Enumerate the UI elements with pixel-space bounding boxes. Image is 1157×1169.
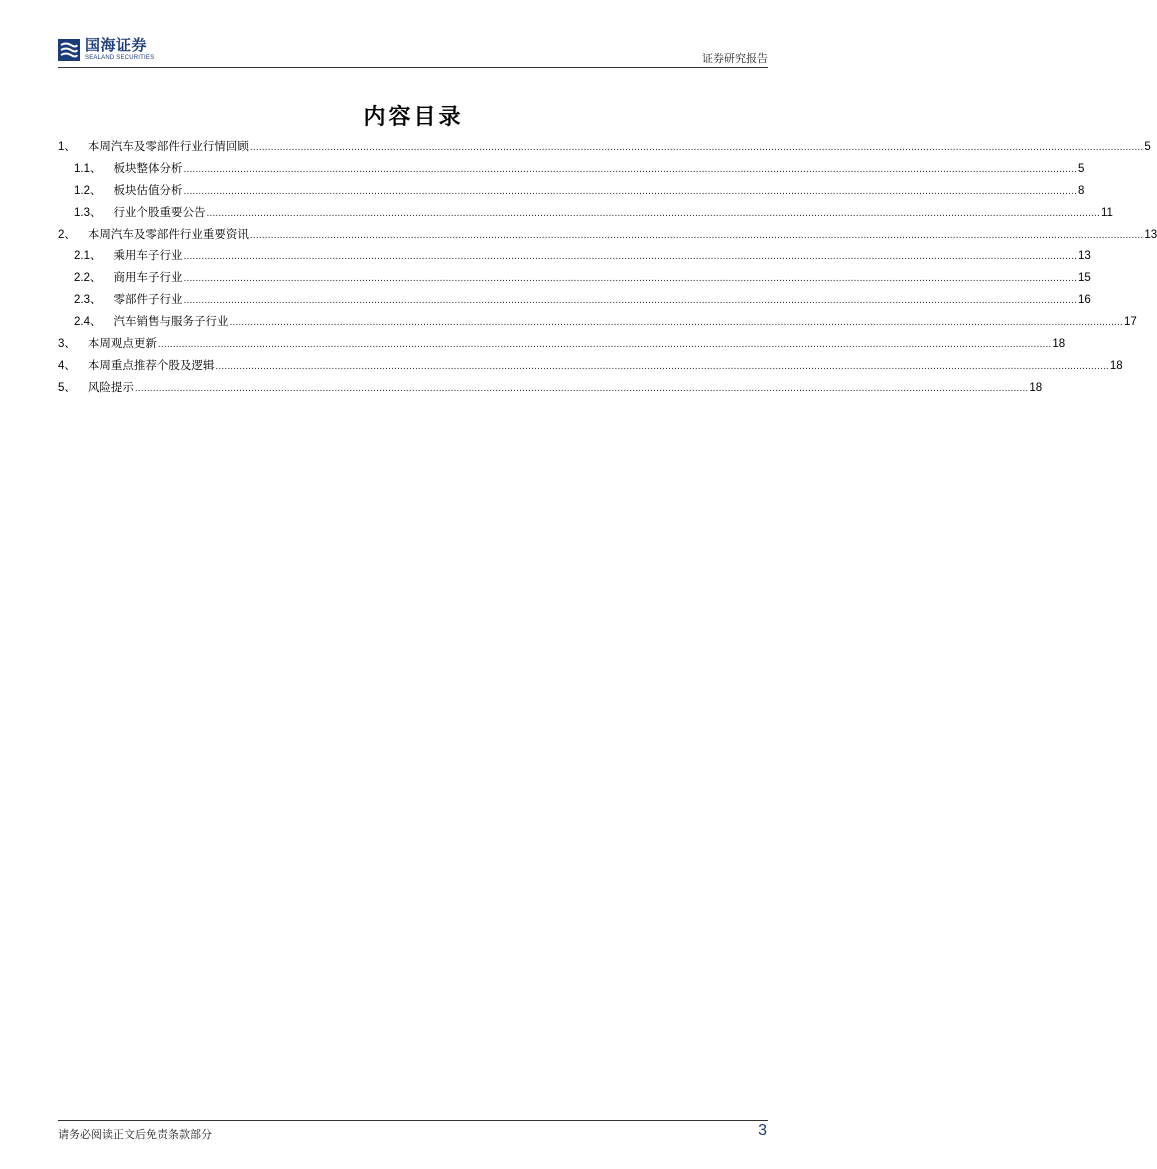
toc-entry-label: 本周汽车及零部件行业重要资讯 — [87, 226, 249, 241]
page-number: 3 — [758, 1122, 767, 1139]
toc-entry-label: 乘用车子行业 — [113, 248, 183, 263]
toc-entry-page: 13 — [1078, 250, 1091, 263]
toc-entry[interactable] — [58, 313, 1137, 335]
toc-entry-label: 板块整体分析 — [113, 160, 183, 175]
toc-entry-number: 5 — [58, 381, 65, 394]
toc-entry[interactable] — [58, 247, 1091, 269]
toc-leader-dots: ............................................................................................................................................................................................................................................................................................................ — [183, 295, 1077, 307]
toc-entry-number: 2.4 — [74, 316, 90, 329]
footer-disclaimer: 请务必阅读正文后免责条款部分 — [58, 1128, 212, 1141]
toc-entry-page: 17 — [1124, 316, 1137, 329]
toc-entry-label: 风险提示 — [87, 379, 134, 394]
toc-entry-page: 18 — [1029, 381, 1043, 394]
toc-leader-dots: ............................................................................................................................................................................................................................................................................................................ — [183, 273, 1077, 285]
toc-entry-separator: 、 — [90, 204, 102, 219]
toc-entry-page: 5 — [1144, 141, 1151, 153]
toc-entry-number: 2.1 — [74, 250, 90, 263]
toc-entry[interactable] — [58, 269, 1091, 291]
toc-entry-label: 本周汽车及零部件行业行情回顾 — [87, 139, 249, 153]
toc-entry-page: 18 — [1109, 359, 1123, 372]
toc-leader-dots: ............................................................................................................................................................................................................................................................................................................ — [249, 142, 1144, 153]
toc-entry-separator: 、 — [90, 160, 102, 175]
toc-entry[interactable] — [58, 204, 1113, 226]
toc-entry-separator: 、 — [90, 182, 102, 197]
report-type-label: 证券研究报告 — [702, 52, 768, 65]
toc-entry-label: 本周重点推荐个股及逻辑 — [87, 357, 215, 372]
toc-entry[interactable] — [58, 291, 1091, 313]
toc-entry-separator: 、 — [90, 270, 102, 285]
toc-entry-label: 汽车销售与服务子行业 — [113, 314, 229, 329]
toc-entry[interactable] — [58, 138, 1151, 160]
toc-leader-dots: ............................................................................................................................................................................................................................................................................................................ — [229, 317, 1123, 329]
logo-english-name: SEALAND SECURITIES — [85, 55, 155, 61]
toc-entry-separator: 、 — [90, 314, 102, 329]
toc-entry-page: 16 — [1078, 294, 1091, 307]
toc-entry-separator: 、 — [64, 379, 76, 394]
toc-entry[interactable] — [58, 182, 1085, 204]
toc-leader-dots: ............................................................................................................................................................................................................................................................................................................ — [249, 229, 1144, 241]
toc-entry-label: 商用车子行业 — [113, 270, 183, 285]
toc-entry-page: 8 — [1078, 184, 1085, 197]
toc-entry-number: 3 — [58, 338, 65, 351]
toc-leader-dots: ............................................................................................................................................................................................................................................................................................................ — [183, 251, 1077, 263]
toc-title: 内容目录 — [363, 105, 464, 130]
toc-leader-dots: ............................................................................................................................................................................................................................................................................................................ — [157, 339, 1052, 351]
toc-entry[interactable] — [58, 335, 1066, 357]
footer-divider — [58, 1120, 768, 1121]
toc-entry[interactable] — [58, 226, 1157, 248]
toc-entry-page: 18 — [1052, 338, 1066, 351]
toc-leader-dots: ............................................................................................................................................................................................................................................................................................................ — [183, 185, 1077, 197]
toc-entry-number: 2 — [58, 228, 65, 241]
toc-entry-page: 13 — [1144, 228, 1157, 241]
toc-entry-separator: 、 — [90, 248, 102, 263]
toc-leader-dots: ............................................................................................................................................................................................................................................................................................................ — [183, 163, 1077, 175]
toc-entry-number: 1.2 — [74, 184, 90, 197]
company-logo — [58, 36, 154, 62]
toc-leader-dots: ............................................................................................................................................................................................................................................................................................................ — [215, 360, 1109, 372]
page-header — [58, 36, 768, 68]
sealand-logo-icon — [58, 39, 80, 61]
logo-chinese-name: 国海证券 — [85, 36, 148, 54]
toc-entry-number: 1.1 — [74, 162, 90, 175]
toc-leader-dots: ............................................................................................................................................................................................................................................................................................................ — [206, 207, 1100, 219]
toc-entry[interactable] — [58, 160, 1085, 182]
header-divider — [58, 67, 768, 68]
toc-entry-separator: 、 — [64, 226, 76, 241]
toc-entry[interactable] — [58, 379, 1043, 401]
toc-entry-separator: 、 — [64, 336, 76, 351]
toc-entry-label: 板块估值分析 — [113, 182, 183, 197]
toc-entry-label: 本周观点更新 — [87, 336, 157, 351]
toc-entry-page: 15 — [1078, 272, 1091, 285]
toc-entry-separator: 、 — [90, 292, 102, 307]
toc-entry-label: 零部件子行业 — [113, 292, 183, 307]
toc-entry-separator: 、 — [64, 139, 76, 153]
toc-entry-separator: 、 — [64, 357, 76, 372]
toc-entry-number: 2.3 — [74, 294, 90, 307]
toc-entry[interactable] — [58, 357, 1123, 379]
toc-entry-number: 4 — [58, 359, 65, 372]
toc-leader-dots: ............................................................................................................................................................................................................................................................................................................ — [134, 382, 1029, 394]
toc-entry-label: 行业个股重要公告 — [113, 204, 206, 219]
toc-entry-number: 1.3 — [74, 206, 90, 219]
toc-entry-page: 5 — [1078, 162, 1085, 175]
toc-entry-number: 1 — [58, 141, 65, 153]
toc-entry-page: 11 — [1101, 206, 1113, 219]
table-of-contents — [58, 138, 1157, 401]
toc-entry-number: 2.2 — [74, 272, 90, 285]
